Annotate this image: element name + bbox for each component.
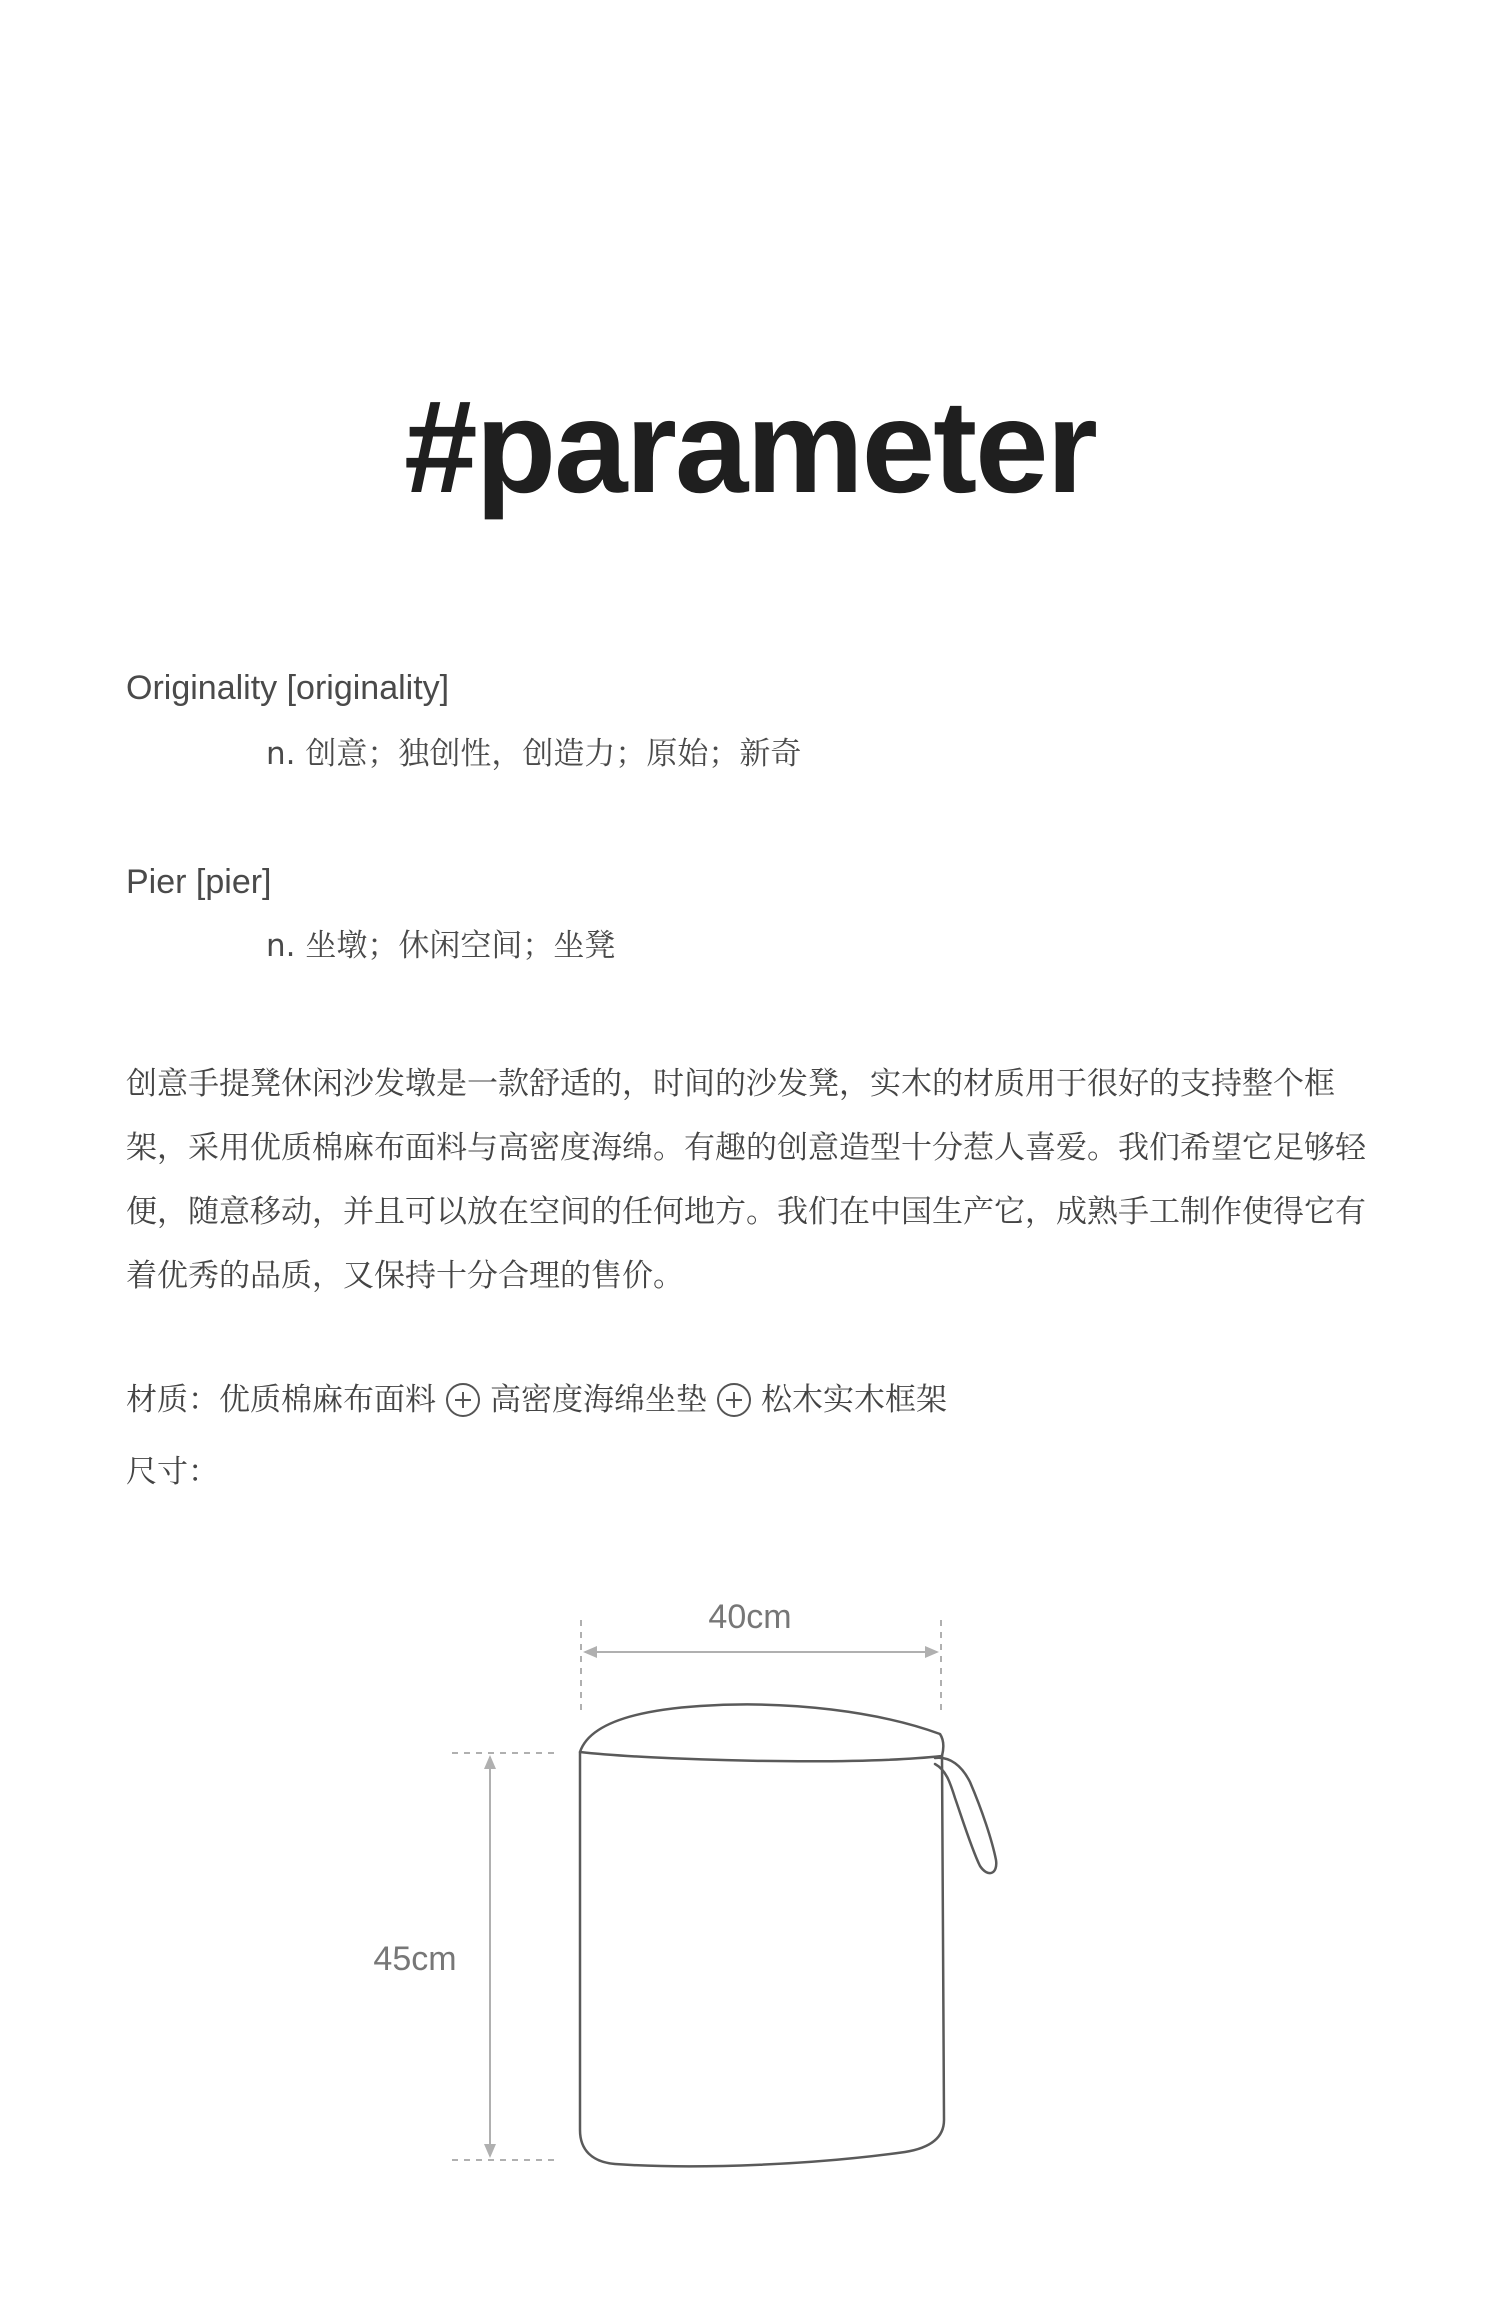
height-dimension (373, 1753, 560, 2160)
material-item-fabric: 优质棉麻布面料 (219, 1382, 436, 1418)
page-title: #parameter (404, 373, 1096, 520)
term-originality: Originality [originality] (126, 669, 450, 707)
material-line (126, 1378, 947, 1422)
material-label: 材质： (126, 1382, 219, 1418)
width-dimension (581, 1598, 941, 1710)
size-label: 尺寸： (126, 1454, 219, 1490)
material-item-frame: 松木实木框架 (761, 1382, 947, 1418)
material-item-sponge: 高密度海绵坐垫 (490, 1382, 707, 1418)
term-pier: Pier [pier] (126, 863, 272, 901)
plus-circle-icon (446, 1383, 480, 1417)
definition-originality: n. 创意；独创性，创造力；原始；新奇 (266, 736, 802, 772)
stool-outline (580, 1704, 996, 2166)
width-label: 40cm (708, 1598, 792, 1636)
height-label: 45cm (373, 1940, 457, 1978)
product-description: 创意手提凳休闲沙发墩是一款舒适的，时间的沙发凳，实木的材质用于很好的支持整个框架，采用优质棉麻布面料与高密度海绵。有趣的创意造型十分惹人喜爱。我们希望它足够轻便，随意移动，并且可以放在空间的任何地方。我们在中国生产它，成熟手工制作使得它有着优秀的品质，又保持十分合理的售价。 (126, 1066, 1366, 1294)
definition-pier: n. 坐墩；休闲空间；坐凳 (266, 928, 616, 964)
stool-dimension-diagram (0, 1560, 1500, 2200)
plus-circle-icon (717, 1383, 751, 1417)
